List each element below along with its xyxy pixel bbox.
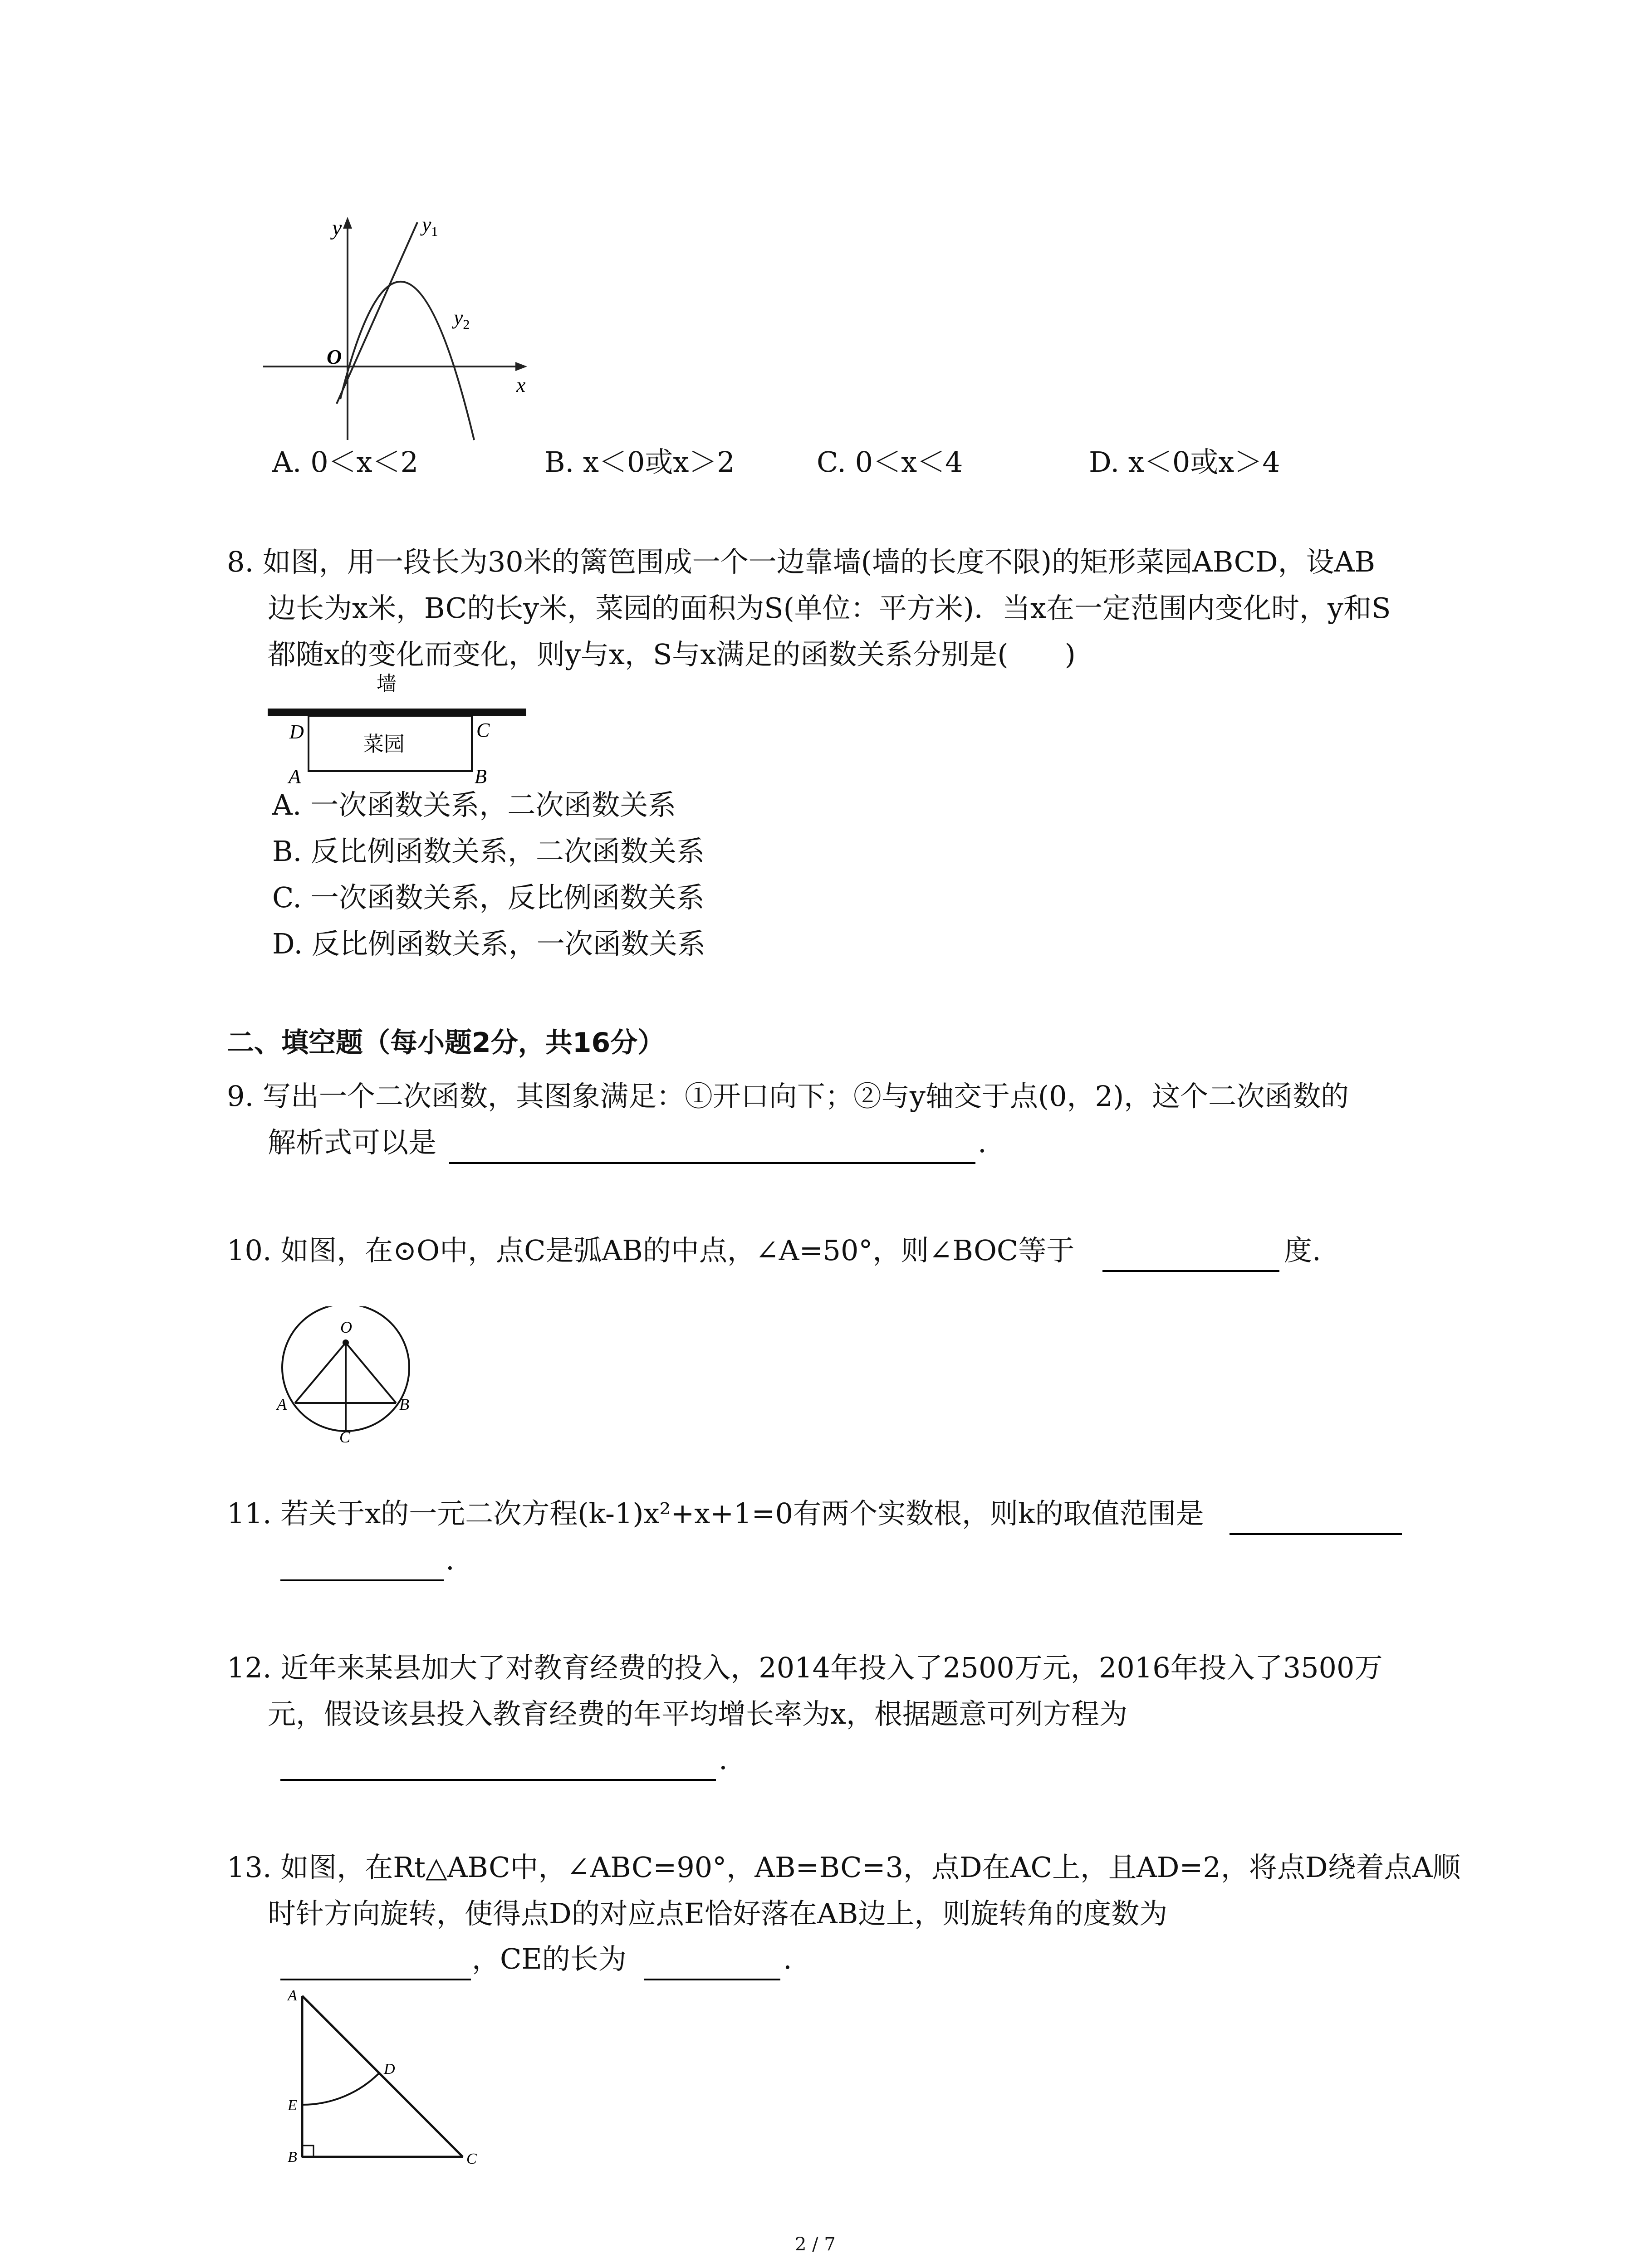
line-y1 — [337, 222, 417, 404]
q11-answer-blank-2[interactable] — [280, 1579, 444, 1581]
right-angle-mark — [302, 2146, 314, 2157]
section-2-title: 二、填空题（每小题2分，共16分） — [227, 1027, 665, 1059]
q8-option-b[interactable]: B. 反比例函数关系，二次函数关系 — [272, 835, 705, 868]
q8-stem-line-2: 边长为x米，BC的长y米，菜园的面积为S(单位：平方米)．当x在一定范围内变化时，y和S — [268, 591, 1391, 625]
page-number: 2 / 7 — [795, 2234, 836, 2255]
q13-answer-blank-angle[interactable] — [280, 1979, 471, 1980]
q12-end-period: . — [719, 1743, 728, 1776]
point-c-label: C — [339, 1428, 351, 1442]
x-axis-label: x — [516, 373, 526, 396]
q7-option-c[interactable]: C. 0＜x＜4 — [817, 445, 963, 479]
q7-option-d[interactable]: D. x＜0或x＞4 — [1089, 445, 1280, 479]
segment-ob — [346, 1343, 396, 1403]
vertex-c-label: C — [466, 2151, 477, 2167]
q7-option-b[interactable]: B. x＜0或x＞2 — [544, 445, 735, 479]
y1-label: $y_1$ — [422, 213, 438, 239]
q8-option-d[interactable]: D. 反比例函数关系，一次函数关系 — [272, 927, 705, 960]
center-point — [343, 1339, 349, 1346]
vertex-a-label: A — [289, 765, 301, 787]
y2-label: $y_2$ — [454, 306, 470, 332]
q11-stem-line-1: 11. 若关于x的一元二次方程(k-1)x²+x+1=0有两个实数根，则k的取值范围是 — [227, 1497, 1204, 1530]
q13-answer-blank-ce[interactable] — [644, 1979, 780, 1980]
point-e-label: E — [288, 2097, 297, 2114]
q13-mid-text: ，CE的长为 — [472, 1942, 627, 1975]
q11-end-period: . — [446, 1543, 455, 1576]
point-b-label: B — [399, 1395, 409, 1413]
q8-stem-line-3: 都随x的变化而变化，则y与x，S与x满足的函数关系分别是( ) — [268, 638, 1076, 671]
q10-circle-figure — [268, 1306, 422, 1442]
vertex-b-label: B — [288, 2149, 297, 2165]
point-o-label: O — [340, 1318, 352, 1336]
q13-stem-line-2: 时针方向旋转，使得点D的对应点E恰好落在AB边上，则旋转角的度数为 — [268, 1897, 1168, 1930]
vertex-a-label: A — [288, 1987, 297, 2004]
q8-stem-line-1: 8. 如图，用一段长为30米的篱笆围成一个一边靠墙(墙的长度不限)的矩形菜园ABCD，设AB — [227, 545, 1376, 578]
q12-stem-line-1: 12. 近年来某县加大了对教育经费的投入，2014年投入了2500万元，2016年投入了3500万 — [227, 1651, 1383, 1684]
q9-stem-line-1: 9. 写出一个二次函数，其图象满足：①开口向下；②与y轴交于点(0，2)，这个二次函数的 — [227, 1080, 1349, 1113]
q9-stem-line-2: 解析式可以是 — [268, 1126, 437, 1159]
x-axis-arrow — [515, 362, 527, 371]
q10-answer-blank[interactable] — [1102, 1270, 1279, 1272]
q13-triangle-figure — [272, 1982, 508, 2173]
side-ac — [302, 1996, 463, 2157]
rotation-arc — [302, 2073, 379, 2105]
q8-option-c[interactable]: C. 一次函数关系，反比例函数关系 — [272, 881, 705, 914]
vertex-b-label: B — [475, 765, 487, 787]
q9-answer-blank[interactable] — [449, 1162, 975, 1164]
q13-end-period: . — [783, 1942, 792, 1975]
q8-option-a[interactable]: A. 一次函数关系，二次函数关系 — [272, 788, 676, 821]
vertex-c-label: C — [476, 719, 490, 741]
origin-label: O — [327, 345, 342, 368]
q11-answer-blank-1[interactable] — [1230, 1533, 1402, 1535]
q10-stem-line-1: 10. 如图，在⊙O中，点C是弧AB的中点，∠A=50°，则∠BOC等于 — [227, 1234, 1075, 1267]
wall-label: 墙 — [377, 673, 397, 695]
q8-garden-figure — [263, 671, 535, 789]
q7-option-a[interactable]: A. 0＜x＜2 — [272, 445, 419, 479]
q13-stem-line-1: 13. 如图，在Rt△ABC中，∠ABC=90°，AB=BC=3，点D在AC上，且AD=2，将点D绕着点A顺 — [227, 1851, 1461, 1884]
q7-parabola-line-graph — [259, 209, 549, 445]
point-a-label: A — [277, 1395, 287, 1413]
q10-end-text: 度. — [1284, 1234, 1321, 1267]
point-d-label: D — [384, 2061, 395, 2077]
y-axis-arrow — [343, 217, 352, 229]
q12-answer-blank[interactable] — [280, 1779, 716, 1781]
vertex-d-label: D — [289, 721, 304, 743]
garden-label: 菜园 — [363, 733, 405, 756]
segment-oa — [295, 1343, 346, 1403]
q12-stem-line-2: 元，假设该县投入教育经费的年平均增长率为x，根据题意可列方程为 — [268, 1697, 1127, 1730]
q9-end-period: . — [978, 1126, 987, 1159]
y-axis-label: y — [332, 216, 342, 240]
